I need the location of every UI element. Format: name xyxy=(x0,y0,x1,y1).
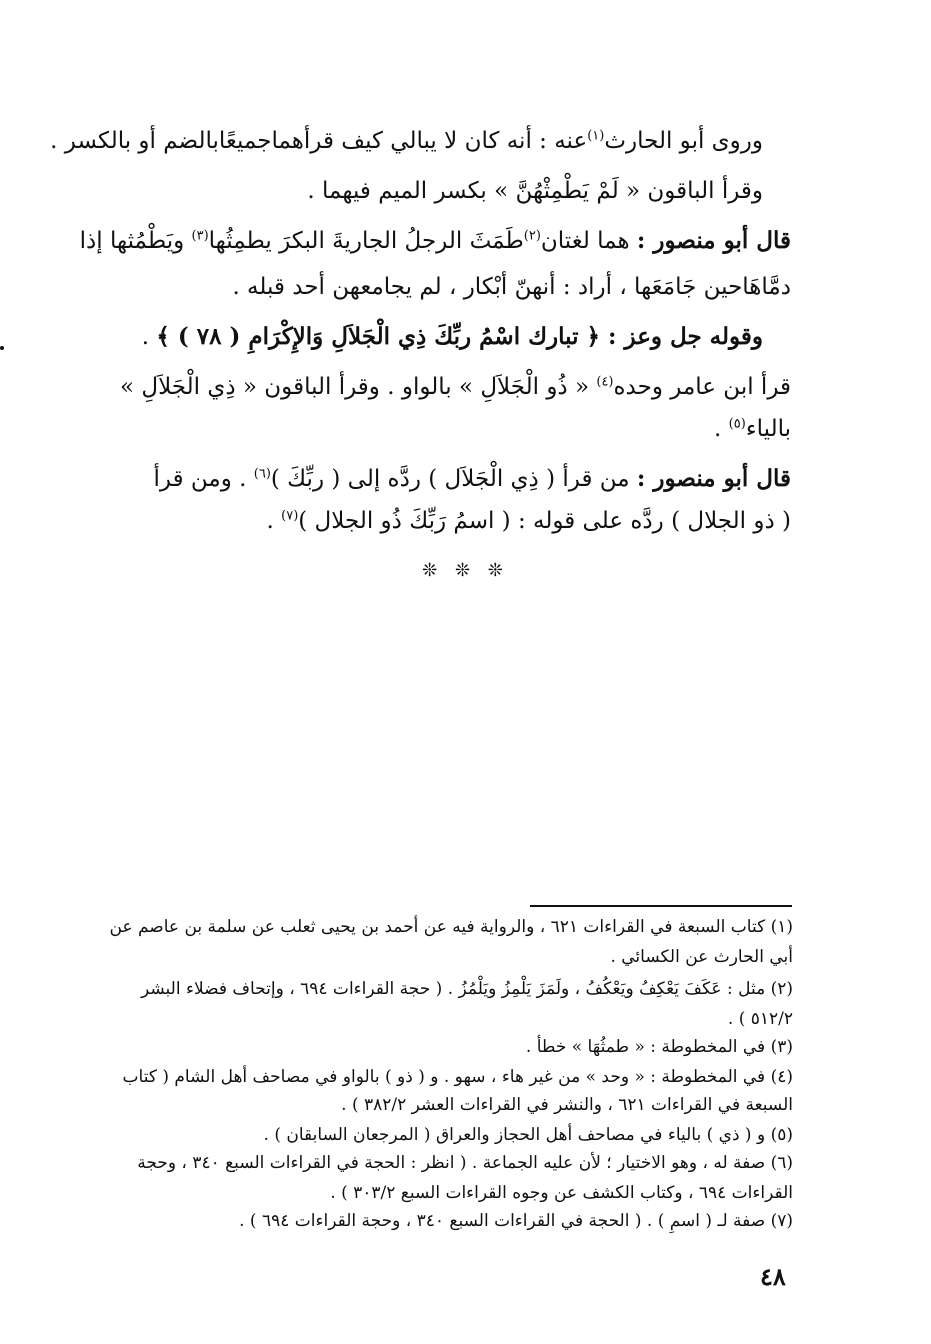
text: . xyxy=(141,324,157,350)
text: من قرأ ( ذِي الْجَلاَل ) ردَّه إلى ( ربِّكَ ) xyxy=(270,466,637,492)
body-line-5 xyxy=(141,322,763,352)
text: . ومن قرأ xyxy=(153,466,254,492)
margin-mark xyxy=(0,346,4,350)
text: دمَّاهَاحين جَامَعَها ، أراد : أنهنّ أبْكار ، لم يجامعهن أحد قبله . xyxy=(232,274,791,300)
body-line-9 xyxy=(131,506,791,536)
footnote-ref-6[interactable]: (٦) xyxy=(253,466,271,482)
footnote-ref-5[interactable]: (٥) xyxy=(728,416,746,432)
speaker-heading: قال أبو منصور : xyxy=(636,465,791,492)
footnote-6-line-1: (٦) صفة له ، وهو الاختيار ؛ لأن عليه الجماعة . ( انظر : الحجة في القراءات السبع ٣٤٠ ، وحجة xyxy=(137,1153,793,1173)
text: وقرأ الباقون « لَمْ يَطْمِثْهُنَّ » بكسر الميم فيهما . xyxy=(307,178,763,204)
body-line-7 xyxy=(131,414,791,444)
body-line-6 xyxy=(119,372,791,402)
footnote-separator xyxy=(530,905,792,907)
footnote-7: (٧) صفة لـ ( اسمِ ) . ( الحجة في القراءات السبع ٣٤٠ ، وحجة القراءات ٦٩٤ ) . xyxy=(239,1211,793,1231)
text: ويَطْمُثها إذا xyxy=(79,228,192,254)
text: بالياء xyxy=(745,416,791,442)
footnote-ref-2[interactable]: (٢) xyxy=(523,228,541,244)
footnote-2-line-2: ٥١٢/٢ ) . xyxy=(727,1009,793,1029)
text: « ذُو الْجَلاَلِ » بالواو . وقرأ الباقون « ذِي الْجَلاَلِ » xyxy=(119,374,597,400)
footnote-2-line-1: (٢) مثل : عَكَفَ يَعْكِفُ ويَعْكُفُ ، ولَمَزَ يَلْمِزُ ويَلْمُزُ . ( حجة القراءات ٦٩٤ ، وإتحاف فضلاء البشر xyxy=(140,979,793,999)
text: . xyxy=(266,508,282,534)
text: . xyxy=(714,416,729,442)
footnote-1-line-1: (١) كتاب السبعة في القراءات ٦٢١ ، والرواية فيه عن أحمد بن يحيى ثعلب عن سلمة بن عاصم عن xyxy=(109,917,793,937)
body-line-3 xyxy=(79,226,791,256)
footnote-ref-7[interactable]: (٧) xyxy=(281,508,299,524)
footnote-5: (٥) و ( ذي ) بالياء في مصاحف أهل الحجاز والعراق ( المرجعان السابقان ) . xyxy=(263,1125,793,1145)
footnote-ref-4[interactable]: (٤) xyxy=(596,374,614,390)
text: عنه : أنه كان لا يبالي كيف قرأهماجميعًابالضم أو بالكسر . xyxy=(50,128,588,154)
text: قرأ ابن عامر وحده xyxy=(613,374,791,400)
section-divider-stars: ❊ ❊ ❊ xyxy=(422,560,509,581)
body-line-8 xyxy=(131,464,791,494)
text: هما لغتان xyxy=(540,228,637,254)
text: ( ذو الجلال ) ردَّه على قوله : ( اسمُ رَبِّكَ ذُو الجلال ) xyxy=(298,508,791,534)
footnote-ref-3[interactable]: (٣) xyxy=(191,228,209,244)
page-number: ٤٨ xyxy=(760,1262,786,1291)
text: وروى أبو الحارث xyxy=(604,128,763,154)
footnote-1-line-2: أبي الحارث عن الكسائي . xyxy=(610,947,793,967)
footnote-ref-1[interactable]: (١) xyxy=(587,128,605,144)
body-line-4 xyxy=(131,272,791,302)
footnote-3: (٣) في المخطوطة : « طمثُهَا » خطأ . xyxy=(525,1037,793,1057)
speaker-heading: قال أبو منصور : xyxy=(636,227,791,254)
text: طَمَثَ الرجلُ الجاريةَ البكرَ يطمِثُها xyxy=(208,228,524,254)
footnote-4-line-2: السبعة في القراءات ٦٢١ ، والنشر في القراءات العشر ٣٨٢/٢ ) . xyxy=(341,1095,793,1115)
footnote-4-line-1: (٤) في المخطوطة : « وحد » من غير هاء ، سهو . و ( ذو ) بالواو في مصاحف أهل الشام ( كتاب xyxy=(122,1067,793,1087)
footnote-6-line-2: القراءات ٦٩٤ ، وكتاب الكشف عن وجوه القراءات السبع ٣٠٣/٢ ) . xyxy=(330,1183,793,1203)
quran-verse: وقوله جل وعز : ﴿ تبارك اسْمُ ربِّكَ ذِي الْجَلاَلِ وَالإِكْرَامِ ( ٧٨ ) ﴾ xyxy=(156,323,763,350)
body-line-2 xyxy=(163,176,763,206)
body-line-1 xyxy=(50,126,763,156)
